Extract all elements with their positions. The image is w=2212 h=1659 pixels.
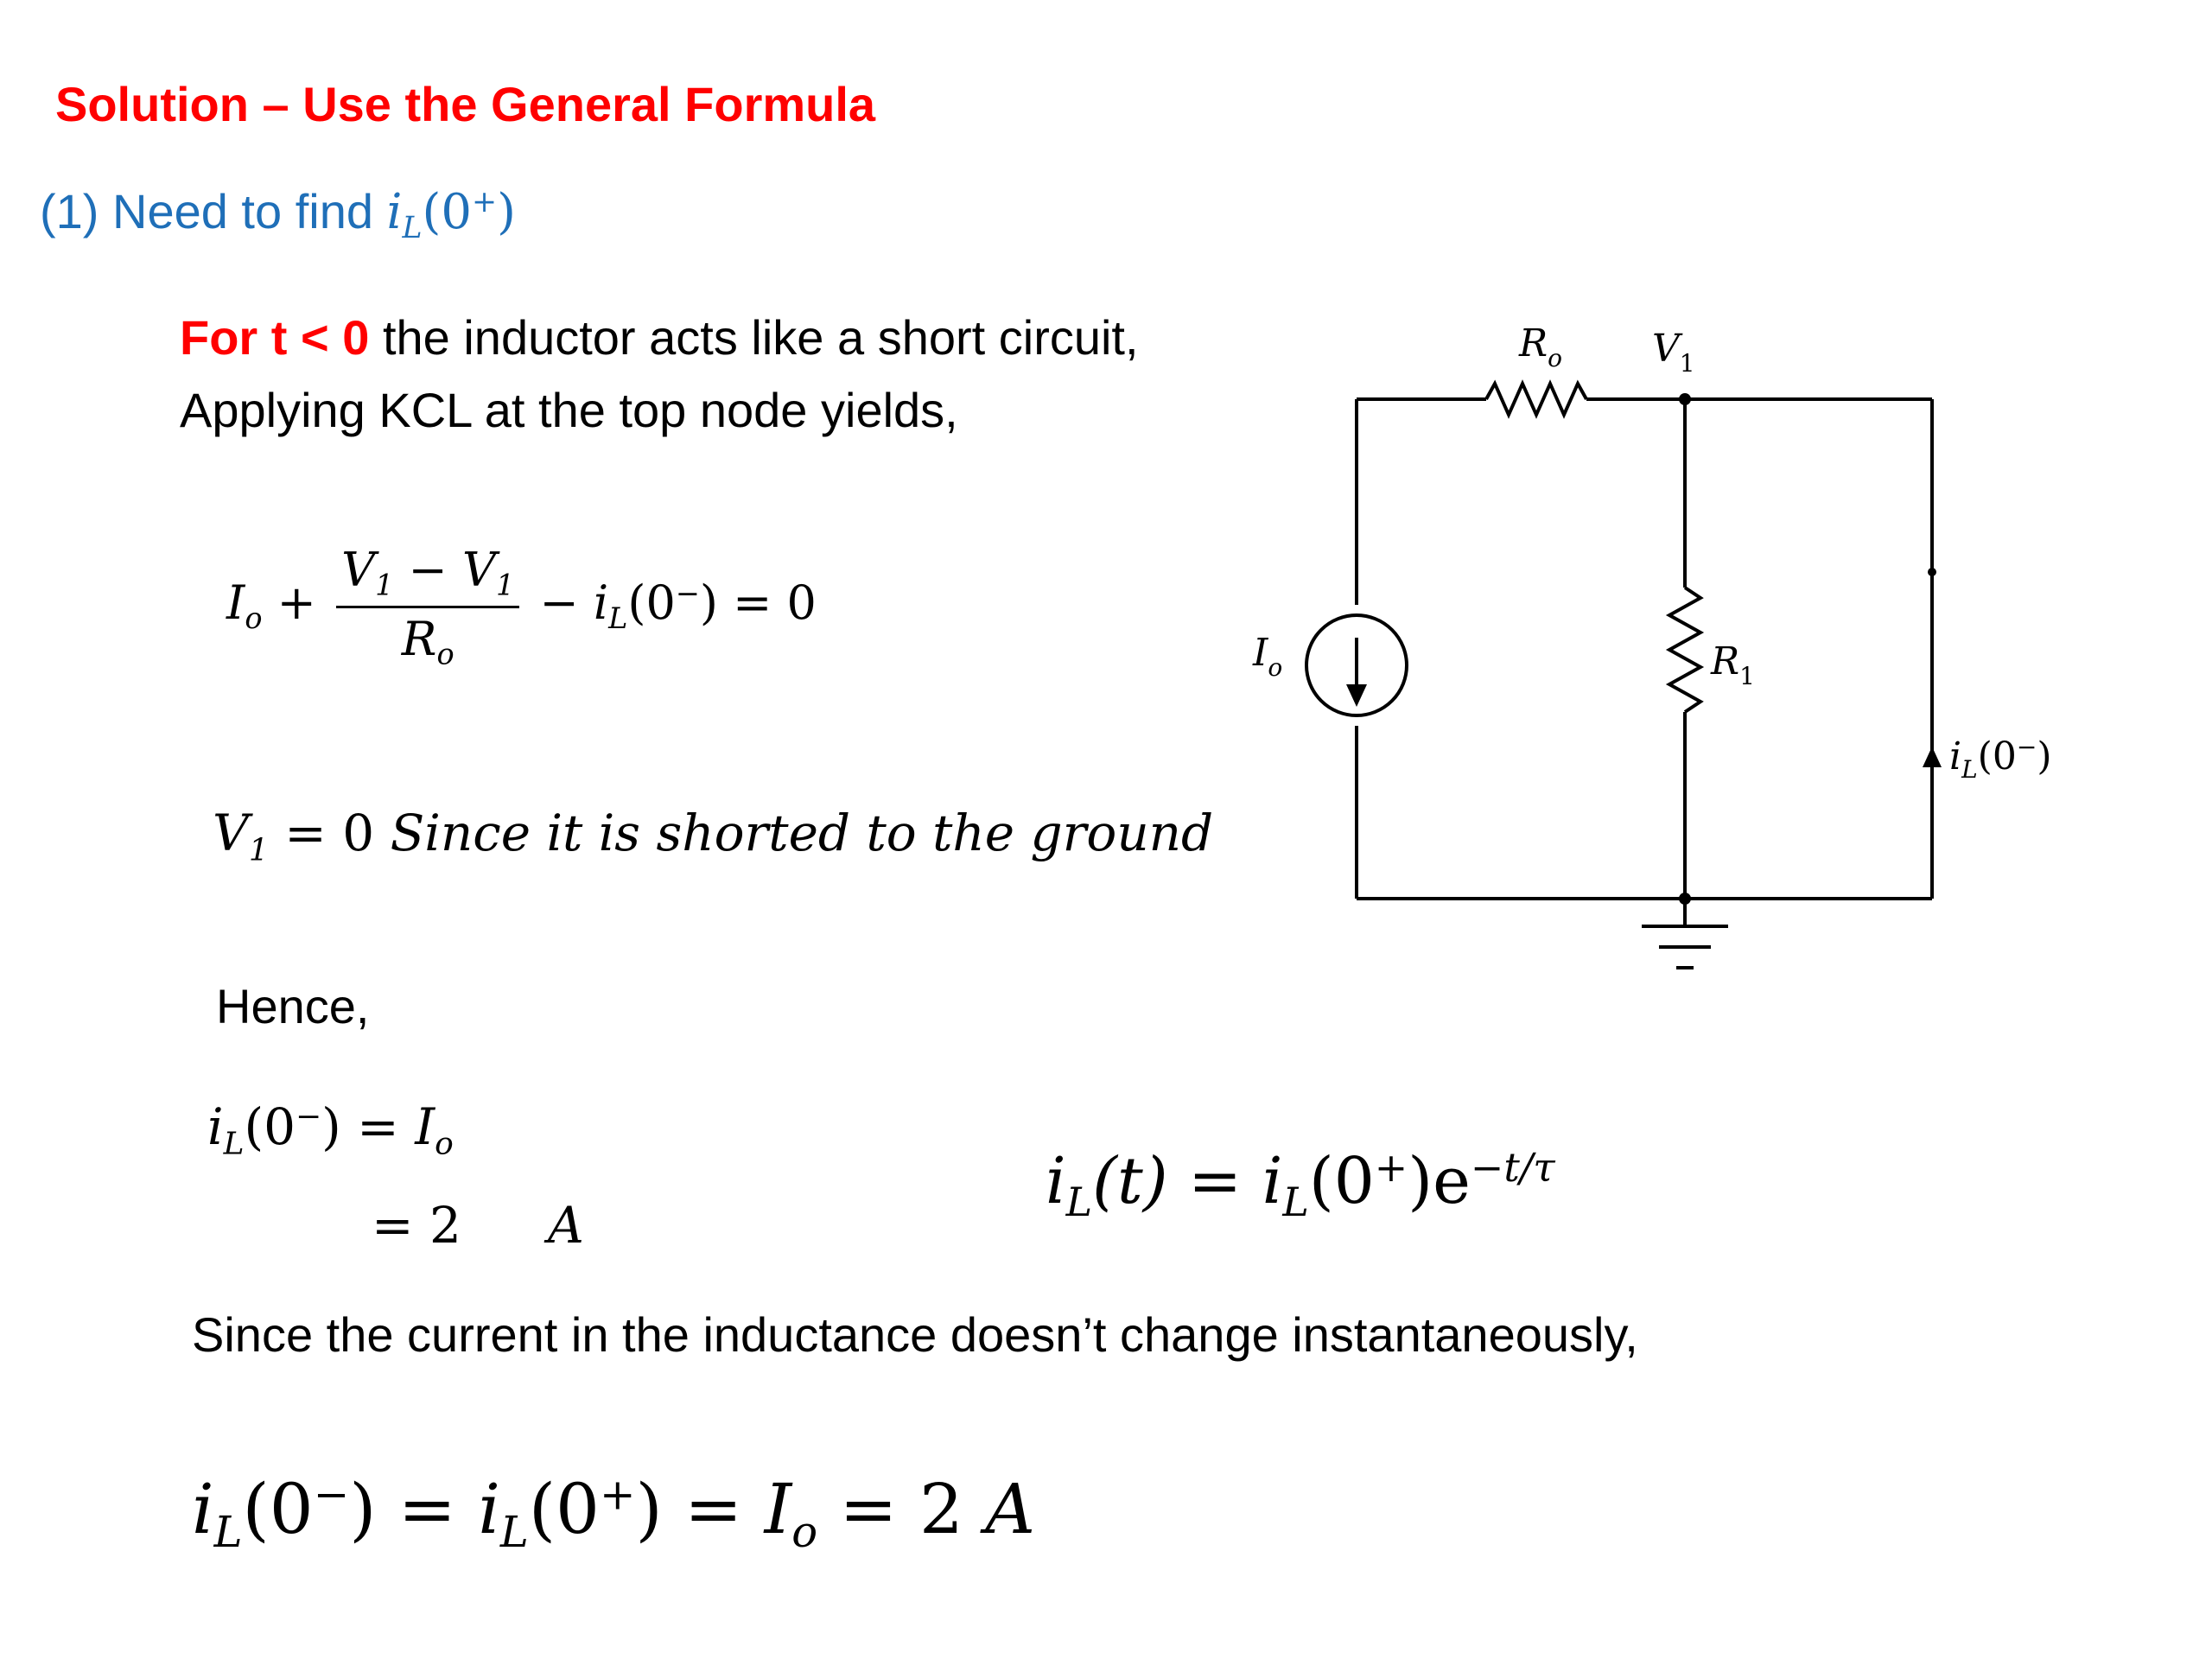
since-text: Since the current in the inductance doesn’t change instantaneously, (192, 1307, 1638, 1362)
resistor-r1 (1669, 588, 1700, 712)
current-source-arrowhead (1346, 684, 1367, 707)
label-ro: $R_o$ (1519, 321, 1562, 372)
label-il: $i_L(0^-)$ (1949, 733, 2052, 784)
hence-text: Hence, (216, 979, 370, 1033)
v1-equation: $V_1 = 0$ Since it is shorted to the ground (213, 804, 1214, 868)
step-1-text: (1) Need to find (40, 184, 387, 238)
node-v1 (1679, 393, 1691, 405)
kcl-equation: $I_o$ + $\frac{V_1 - V_1}{R_o}$ − $i_L(0^-) = 0$ (226, 543, 817, 671)
paragraph-line-2: Applying KCL at the top node yields, (180, 383, 958, 437)
circuit-diagram (1227, 311, 2195, 1002)
general-formula: $i_L(t) = i_L(0^+)e^{-t/\tau}$ (1046, 1144, 1555, 1225)
kcl-fraction: $\frac{V_1 - V_1}{R_o}$ (336, 543, 519, 671)
label-v1: $V_1$ (1652, 327, 1695, 378)
step-1-math: $i_L(0^+)$ (386, 184, 516, 246)
paragraph-line-1-rest: the inductor acts like a short circuit, (369, 310, 1139, 365)
label-r1: $R_1$ (1711, 639, 1755, 690)
result-line-1: $i_L(0^-) = I_o$ (207, 1097, 454, 1162)
resistor-ro (1486, 384, 1586, 415)
step-1-heading (40, 183, 516, 245)
node-ground (1679, 893, 1691, 905)
slide-title: Solution – Use the General Formula (55, 77, 876, 131)
result-line-2: = 2 A (372, 1196, 584, 1255)
condition-text: For t < 0 (180, 310, 370, 365)
paragraph-line-1 (180, 309, 1139, 365)
final-equation: $i_L(0^-) = i_L(0^+) = I_o = 2$ A (192, 1469, 1036, 1557)
node-right (1928, 568, 1936, 576)
label-io: $I_o$ (1253, 631, 1283, 682)
inductor-current-arrowhead (1923, 747, 1942, 767)
